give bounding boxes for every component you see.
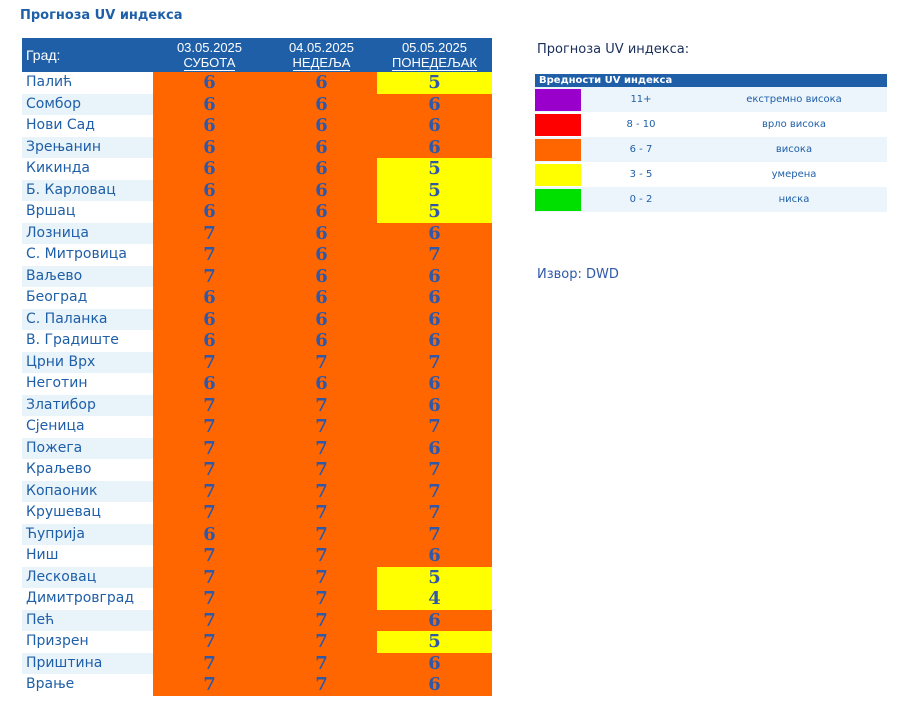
table-row: [22, 481, 492, 503]
source-note: Извор: DWD: [537, 267, 619, 282]
city-name: Димитровград: [26, 590, 135, 607]
uv-value-cell: 7: [377, 416, 492, 438]
city-name: С. Митровица: [26, 246, 127, 263]
city-name: Сјеница: [26, 418, 85, 435]
legend-row: [535, 137, 887, 162]
uv-value-cell: 7: [153, 481, 266, 503]
table-row: [22, 137, 492, 159]
city-name: Б. Карловац: [22, 180, 153, 202]
city-name: Кикинда: [26, 160, 91, 177]
uv-value-cell: 6: [266, 373, 377, 395]
uv-value-cell: 7: [153, 631, 266, 653]
day-date: 05.05.2025: [401, 39, 468, 55]
legend-label: умерена: [701, 162, 887, 187]
day-name: СУБОТА: [183, 54, 236, 70]
uv-value-cell: 6: [377, 266, 492, 288]
city-name: Црни Врх: [22, 352, 153, 374]
uv-value-cell: 6: [266, 309, 377, 331]
uv-value-cell: 6: [266, 94, 377, 116]
uv-value-cell: 7: [266, 395, 377, 417]
uv-value-cell: 6: [153, 524, 266, 546]
legend-header: Вредности UV индекса: [535, 74, 887, 87]
table-row: [22, 631, 492, 653]
uv-value-cell: 6: [266, 244, 377, 266]
uv-forecast-table: [22, 38, 492, 696]
uv-value-cell: 5: [377, 567, 492, 589]
table-row: [22, 502, 492, 524]
city-name: Палић: [26, 74, 73, 91]
uv-value-cell: 7: [266, 545, 377, 567]
uv-value-cell: 4: [377, 588, 492, 610]
city-name: Београд: [26, 289, 88, 306]
legend-range: 0 - 2: [581, 187, 701, 212]
uv-value-cell: 7: [377, 481, 492, 503]
uv-value-cell: 6: [153, 137, 266, 159]
city-name: Лесковац: [22, 567, 153, 589]
uv-value-cell: 6: [377, 287, 492, 309]
uv-value-cell: 7: [266, 653, 377, 675]
uv-value-cell: 6: [377, 653, 492, 675]
city-name: Приштина: [22, 653, 153, 675]
legend-label: екстремно висока: [701, 87, 887, 112]
day-date: 04.05.2025: [288, 39, 355, 55]
legend-swatch-cell: [535, 137, 581, 162]
uv-value-cell: 6: [153, 180, 266, 202]
legend-swatch-cell: [535, 187, 581, 212]
table-row: [22, 545, 492, 567]
uv-value-cell: 7: [377, 244, 492, 266]
uv-value-cell: 6: [377, 137, 492, 159]
table-row: [22, 524, 492, 546]
uv-value-cell: 7: [153, 223, 266, 245]
uv-value-cell: 7: [153, 567, 266, 589]
uv-value-cell: 7: [153, 545, 266, 567]
uv-value-cell: 7: [266, 459, 377, 481]
day-column-header: [153, 38, 266, 72]
legend-label: ниска: [701, 187, 887, 212]
city-name: С. Паланка: [22, 309, 153, 331]
uv-value-cell: 6: [377, 94, 492, 116]
city-name: Призрен: [26, 633, 89, 650]
uv-value-cell: 7: [266, 502, 377, 524]
legend-range: 3 - 5: [581, 162, 701, 187]
table-row: [22, 438, 492, 460]
uv-value-cell: 6: [377, 330, 492, 352]
legend-row: [535, 162, 887, 187]
legend-row: [535, 87, 887, 112]
day-name: НЕДЕЉА: [292, 54, 351, 70]
legend-label: врло висока: [701, 112, 887, 137]
uv-value-cell: 7: [377, 352, 492, 374]
legend-swatch-cell: [535, 112, 581, 137]
legend-color-swatch: [535, 139, 581, 161]
legend-row: [535, 187, 887, 212]
legend-swatch-cell: [535, 162, 581, 187]
table-row: [22, 373, 492, 395]
table-header-row: [22, 38, 492, 72]
uv-value-cell: 6: [266, 330, 377, 352]
day-column-header: [377, 38, 492, 72]
uv-value-cell: 7: [153, 653, 266, 675]
city-name: Лозница: [22, 223, 153, 245]
table-row: [22, 459, 492, 481]
uv-value-cell: 6: [153, 287, 266, 309]
table-row: [22, 588, 492, 610]
city-name: Врање: [26, 676, 75, 693]
uv-value-cell: 7: [266, 674, 377, 696]
uv-value-cell: 6: [153, 72, 266, 94]
uv-value-cell: 7: [266, 481, 377, 503]
uv-value-cell: 6: [153, 158, 266, 180]
uv-value-cell: 6: [266, 180, 377, 202]
uv-value-cell: 7: [266, 352, 377, 374]
table-row: [22, 567, 492, 589]
city-name: Нови Сад: [26, 117, 95, 134]
uv-value-cell: 7: [377, 502, 492, 524]
uv-value-cell: 6: [377, 395, 492, 417]
uv-value-cell: 6: [377, 223, 492, 245]
legend-range: 8 - 10: [581, 112, 701, 137]
city-name: Краљево: [26, 461, 92, 478]
city-name: Сомбор: [22, 94, 153, 116]
uv-value-cell: 7: [266, 588, 377, 610]
city-name: Златибор: [22, 395, 153, 417]
city-name: Копаоник: [22, 481, 153, 503]
uv-value-cell: 6: [153, 373, 266, 395]
uv-value-cell: 5: [377, 201, 492, 223]
table-row: [22, 158, 492, 180]
page-title: Прогноза UV индекса: [20, 8, 183, 23]
uv-value-cell: 6: [266, 287, 377, 309]
uv-value-cell: 6: [266, 223, 377, 245]
uv-value-cell: 7: [266, 567, 377, 589]
uv-value-cell: 6: [153, 115, 266, 137]
city-name: Зрењанин: [22, 137, 153, 159]
legend-color-swatch: [535, 164, 581, 186]
day-column-header: [266, 38, 377, 72]
uv-value-cell: 6: [377, 674, 492, 696]
city-name: Пећ: [22, 610, 153, 632]
day-name: ПОНЕДЕЉАК: [392, 54, 477, 70]
uv-value-cell: 7: [153, 674, 266, 696]
uv-value-cell: 7: [153, 588, 266, 610]
table-row: [22, 115, 492, 137]
uv-value-cell: 6: [266, 137, 377, 159]
uv-value-cell: 7: [153, 395, 266, 417]
uv-value-cell: 7: [153, 438, 266, 460]
legend-label: висока: [701, 137, 887, 162]
city-name: Ћуприја: [22, 524, 153, 546]
legend-color-swatch: [535, 89, 581, 111]
uv-value-cell: 7: [377, 524, 492, 546]
uv-value-cell: 7: [266, 524, 377, 546]
uv-value-cell: 6: [153, 94, 266, 116]
table-row: [22, 610, 492, 632]
uv-value-cell: 6: [377, 438, 492, 460]
uv-value-cell: 6: [377, 373, 492, 395]
uv-value-cell: 7: [153, 352, 266, 374]
uv-value-cell: 6: [377, 309, 492, 331]
uv-value-cell: 7: [377, 459, 492, 481]
table-row: [22, 309, 492, 331]
uv-value-cell: 5: [377, 180, 492, 202]
city-name: Ниш: [26, 547, 59, 564]
uv-value-cell: 7: [153, 416, 266, 438]
uv-value-cell: 6: [153, 201, 266, 223]
city-name: Крушевац: [26, 504, 101, 521]
table-row: [22, 674, 492, 696]
uv-value-cell: 7: [153, 266, 266, 288]
city-name: Вршац: [26, 203, 76, 220]
uv-legend-table: [535, 74, 887, 212]
city-name: В. Градиште: [26, 332, 119, 349]
uv-value-cell: 6: [266, 115, 377, 137]
uv-value-cell: 5: [377, 631, 492, 653]
uv-value-cell: 7: [153, 459, 266, 481]
city-name: Пожега: [22, 438, 153, 460]
table-row: [22, 201, 492, 223]
uv-value-cell: 6: [266, 266, 377, 288]
uv-value-cell: 6: [266, 158, 377, 180]
uv-value-cell: 7: [266, 610, 377, 632]
uv-value-cell: 5: [377, 72, 492, 94]
legend-range: 11+: [581, 87, 701, 112]
uv-value-cell: 7: [266, 438, 377, 460]
legend-title: Прогноза UV индекса:: [537, 42, 690, 57]
table-row: [22, 180, 492, 202]
legend-swatch-cell: [535, 87, 581, 112]
uv-value-cell: 6: [377, 545, 492, 567]
table-row: [22, 416, 492, 438]
table-row: [22, 94, 492, 116]
city-name: Неготин: [26, 375, 88, 392]
uv-value-cell: 7: [153, 244, 266, 266]
table-row: [22, 72, 492, 94]
table-row: [22, 244, 492, 266]
table-row: [22, 330, 492, 352]
table-row: [22, 352, 492, 374]
table-row: [22, 653, 492, 675]
uv-value-cell: 7: [153, 610, 266, 632]
uv-value-cell: 6: [377, 610, 492, 632]
uv-value-cell: 7: [266, 631, 377, 653]
table-row: [22, 395, 492, 417]
uv-value-cell: 6: [377, 115, 492, 137]
table-row: [22, 266, 492, 288]
legend-color-swatch: [535, 189, 581, 211]
legend-row: [535, 112, 887, 137]
uv-value-cell: 7: [153, 502, 266, 524]
day-date: 03.05.2025: [176, 39, 243, 55]
uv-value-cell: 6: [266, 72, 377, 94]
city-name: Ваљево: [22, 266, 153, 288]
uv-value-cell: 6: [153, 330, 266, 352]
table-row: [22, 223, 492, 245]
city-column-header: Град:: [22, 38, 153, 72]
table-row: [22, 287, 492, 309]
uv-value-cell: 6: [266, 201, 377, 223]
legend-color-swatch: [535, 114, 581, 136]
uv-value-cell: 6: [153, 309, 266, 331]
legend-range: 6 - 7: [581, 137, 701, 162]
uv-value-cell: 5: [377, 158, 492, 180]
uv-value-cell: 7: [266, 416, 377, 438]
